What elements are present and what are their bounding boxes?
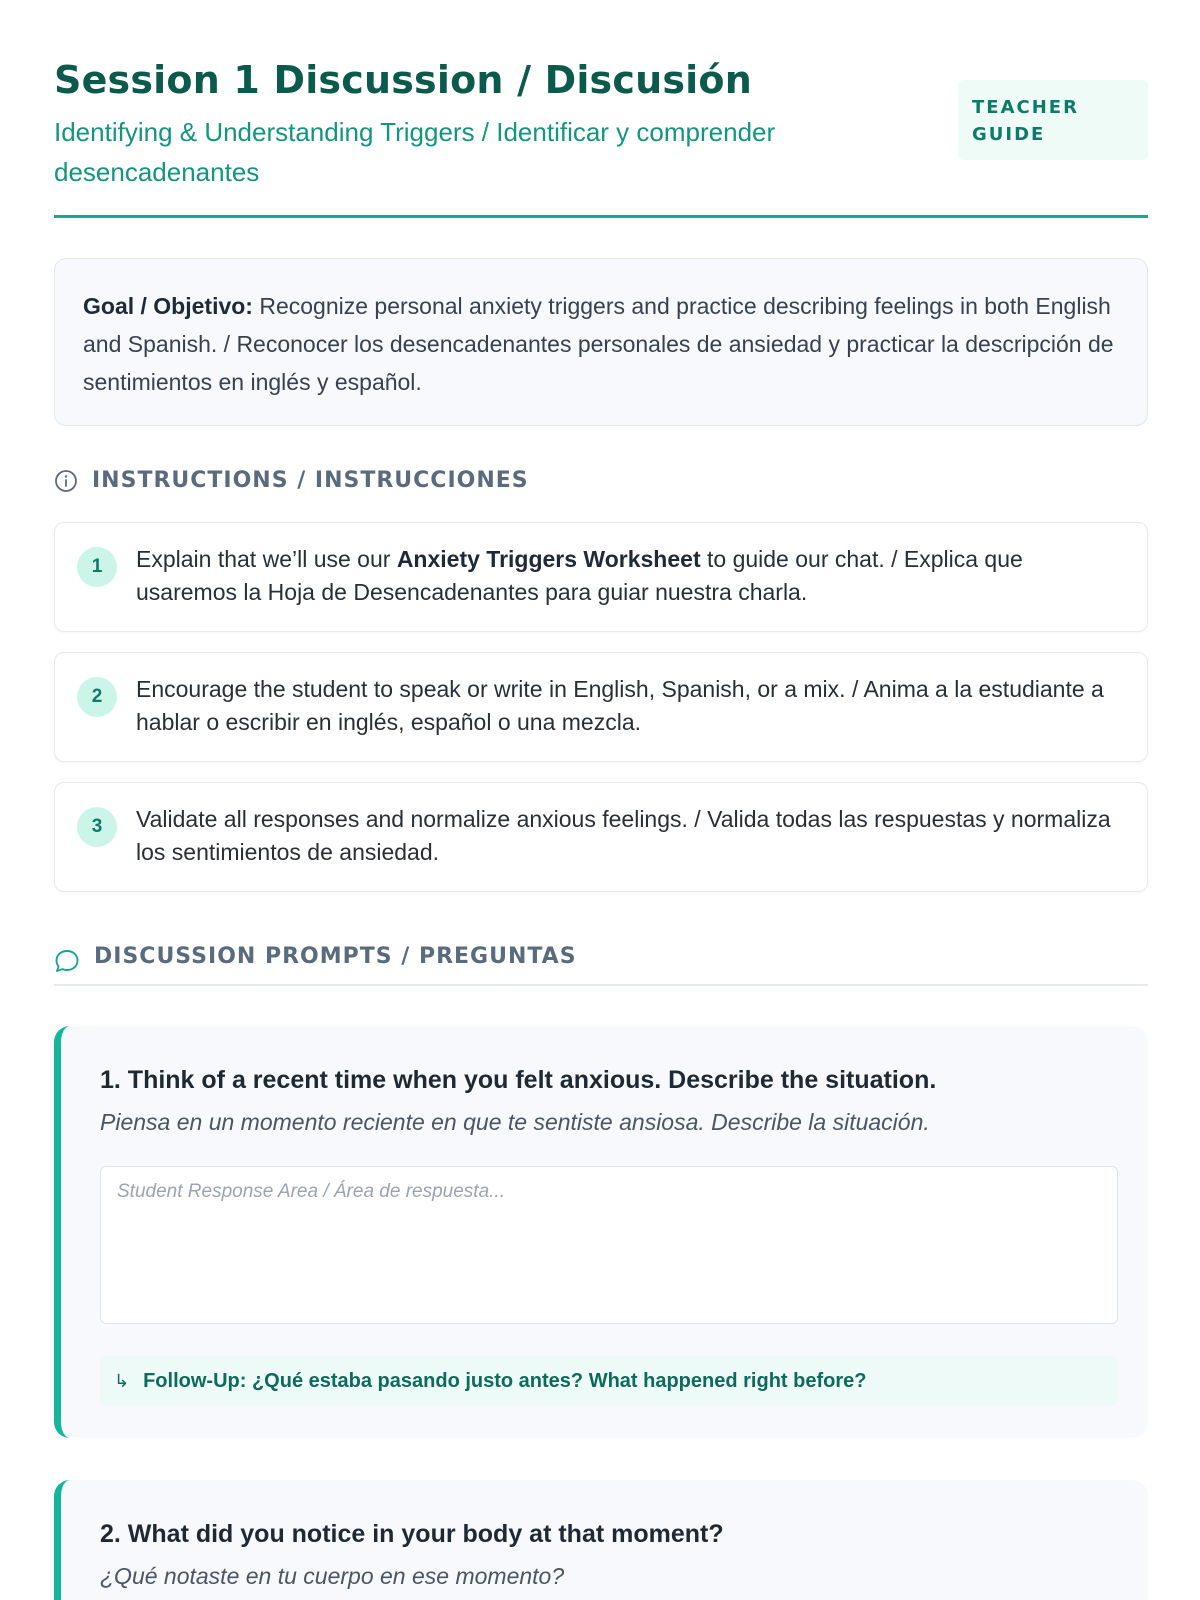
prompt-card: [54, 1026, 1148, 1438]
prompt-question-es: ¿Qué notaste en tu cuerpo en ese momento?: [100, 1563, 565, 1589]
instructions-heading: [54, 468, 529, 493]
instruction-step: [54, 652, 1148, 762]
prompt-question: 2. What did you notice in your body at that moment?: [100, 1520, 724, 1548]
prompt-card: [54, 1480, 1148, 1600]
follow-up-note: [100, 1356, 1118, 1406]
goal-box: [54, 258, 1148, 426]
step-text: Explain that we’ll use our Anxiety Triggers Worksheet to guide our chat. / Explica que usaremos la Hoja de Desencadenantes para guiar nuestra charla.: [136, 546, 1023, 605]
step-number: 1: [77, 547, 117, 587]
instructions-heading-label: INSTRUCTIONS / INSTRUCCIONES: [92, 468, 529, 493]
instruction-step: [54, 522, 1148, 632]
prompt-question: 1. Think of a recent time when you felt anxious. Describe the situation.: [100, 1066, 937, 1094]
goal-text: Recognize personal anxiety triggers and practice describing feelings in both English and Spanish. / Reconocer los desencadenantes personales de ansiedad y practicar la descripción de sentimientos en inglés y español.: [83, 293, 1114, 395]
step-text: Validate all responses and normalize anxious feelings. / Valida todas las respuestas y normaliza los sentimientos de ansiedad.: [136, 806, 1111, 865]
instruction-step: [54, 782, 1148, 892]
prompts-heading: [54, 944, 1148, 986]
follow-up-arrow-icon: ↳: [114, 1370, 130, 1392]
prompts-heading-label: DISCUSSION PROMPTS / PREGUNTAS: [94, 944, 577, 969]
info-icon: [54, 469, 78, 493]
page-title: Session 1 Discussion / Discusión: [54, 58, 752, 102]
page-header: [54, 52, 1148, 218]
step-number: 3: [77, 807, 117, 847]
student-response-area[interactable]: Student Response Area / Área de respuesta...: [100, 1166, 1118, 1324]
step-number: 2: [77, 677, 117, 717]
chat-bubble-icon: [54, 948, 80, 974]
page-subtitle: Identifying & Understanding Triggers / Identificar y comprender desencadenantes: [54, 117, 776, 187]
goal-label: Goal / Objetivo:: [83, 293, 253, 319]
prompt-question-es: Piensa en un momento reciente en que te sentiste ansiosa. Describe la situación.: [100, 1109, 930, 1135]
step-text: Encourage the student to speak or write in English, Spanish, or a mix. / Anima a la estudiante a hablar o escribir en inglés, español o una mezcla.: [136, 676, 1104, 735]
follow-up-text: Follow-Up: ¿Qué estaba pasando justo antes? What happened right before?: [143, 1369, 867, 1392]
teacher-guide-badge: TEACHER GUIDE: [958, 80, 1148, 160]
